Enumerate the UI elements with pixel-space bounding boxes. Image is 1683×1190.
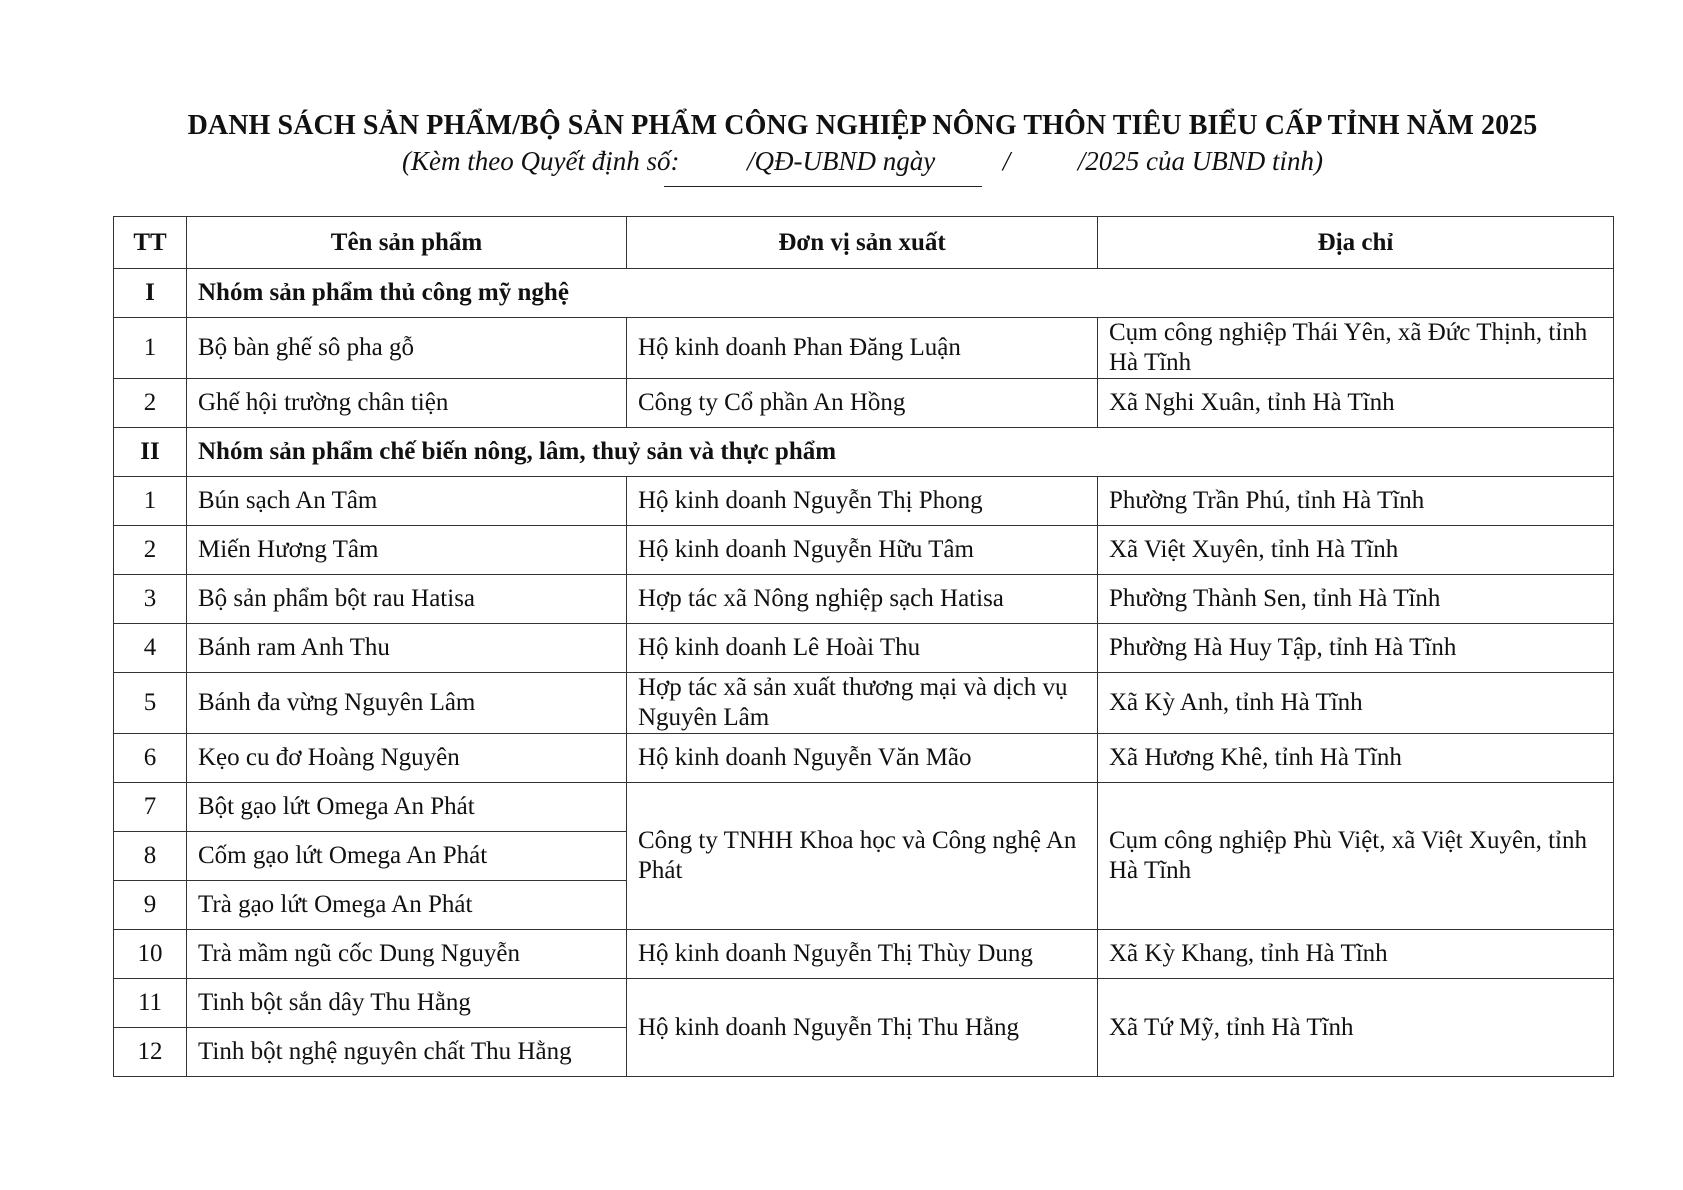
table-row [114, 734, 1614, 783]
group-title: Nhóm sản phẩm thủ công mỹ nghệ [187, 269, 1614, 318]
product-name: Bộ bàn ghế sô pha gỗ [187, 318, 627, 379]
row-number: 10 [114, 930, 187, 979]
product-name: Trà gạo lứt Omega An Phát [187, 881, 627, 930]
product-name: Bánh ram Anh Thu [187, 624, 627, 673]
address: Cụm công nghiệp Thái Yên, xã Đức Thịnh, tỉnh Hà Tĩnh [1098, 318, 1614, 379]
address: Xã Hương Khê, tỉnh Hà Tĩnh [1098, 734, 1614, 783]
header-address: Địa chỉ [1098, 217, 1614, 269]
table-row [114, 979, 1614, 1028]
row-number: 11 [114, 979, 187, 1028]
header-tt: TT [114, 217, 187, 269]
producer-unit: Hộ kinh doanh Phan Đăng Luận [627, 318, 1098, 379]
address: Phường Thành Sen, tỉnh Hà Tĩnh [1098, 575, 1614, 624]
product-name: Tinh bột nghệ nguyên chất Thu Hằng [187, 1028, 627, 1077]
row-number: 12 [114, 1028, 187, 1077]
table-row [114, 379, 1614, 428]
producer-unit: Hộ kinh doanh Nguyễn Thị Phong [627, 477, 1098, 526]
row-number: 1 [114, 477, 187, 526]
table-header-row [114, 217, 1614, 269]
producer-unit: Hợp tác xã Nông nghiệp sạch Hatisa [627, 575, 1098, 624]
row-number: 5 [114, 673, 187, 734]
table-row [114, 624, 1614, 673]
group-number: I [114, 269, 187, 318]
producer-unit: Hộ kinh doanh Nguyễn Hữu Tâm [627, 526, 1098, 575]
product-name: Bánh đa vừng Nguyên Lâm [187, 673, 627, 734]
product-name: Tinh bột sắn dây Thu Hằng [187, 979, 627, 1028]
group-row [114, 269, 1614, 318]
row-number: 4 [114, 624, 187, 673]
table-row [114, 673, 1614, 734]
producer-unit: Hộ kinh doanh Nguyễn Thị Thu Hằng [627, 979, 1098, 1077]
header-unit: Đơn vị sản xuất [627, 217, 1098, 269]
address: Xã Kỳ Khang, tỉnh Hà Tĩnh [1098, 930, 1614, 979]
product-name: Cốm gạo lứt Omega An Phát [187, 832, 627, 881]
address: Xã Kỳ Anh, tỉnh Hà Tĩnh [1098, 673, 1614, 734]
producer-unit: Hộ kinh doanh Nguyễn Thị Thùy Dung [627, 930, 1098, 979]
product-table [113, 216, 1614, 1077]
producer-unit: Hộ kinh doanh Nguyễn Văn Mão [627, 734, 1098, 783]
table-row [114, 783, 1614, 832]
product-name: Bộ sản phẩm bột rau Hatisa [187, 575, 627, 624]
subtitle-underline [664, 186, 982, 187]
product-name: Bột gạo lứt Omega An Phát [187, 783, 627, 832]
producer-unit: Hộ kinh doanh Lê Hoài Thu [627, 624, 1098, 673]
address: Phường Hà Huy Tập, tỉnh Hà Tĩnh [1098, 624, 1614, 673]
address: Xã Việt Xuyên, tỉnh Hà Tĩnh [1098, 526, 1614, 575]
row-number: 9 [114, 881, 187, 930]
table-row [114, 526, 1614, 575]
producer-unit: Công ty Cổ phần An Hồng [627, 379, 1098, 428]
row-number: 2 [114, 526, 187, 575]
group-number: II [114, 428, 187, 477]
row-number: 3 [114, 575, 187, 624]
group-row [114, 428, 1614, 477]
group-title: Nhóm sản phẩm chế biến nông, lâm, thuỷ sản và thực phẩm [187, 428, 1614, 477]
product-name: Bún sạch An Tâm [187, 477, 627, 526]
producer-unit: Hợp tác xã sản xuất thương mại và dịch vụ Nguyên Lâm [627, 673, 1098, 734]
product-name: Miến Hương Tâm [187, 526, 627, 575]
address: Xã Tứ Mỹ, tỉnh Hà Tĩnh [1098, 979, 1614, 1077]
product-name: Trà mầm ngũ cốc Dung Nguyễn [187, 930, 627, 979]
address: Xã Nghi Xuân, tỉnh Hà Tĩnh [1098, 379, 1614, 428]
row-number: 7 [114, 783, 187, 832]
address: Phường Trần Phú, tỉnh Hà Tĩnh [1098, 477, 1614, 526]
address: Cụm công nghiệp Phù Việt, xã Việt Xuyên, tỉnh Hà Tĩnh [1098, 783, 1614, 930]
table-row [114, 477, 1614, 526]
producer-unit: Công ty TNHH Khoa học và Công nghệ An Phát [627, 783, 1098, 930]
row-number: 8 [114, 832, 187, 881]
row-number: 1 [114, 318, 187, 379]
document-title: DANH SÁCH SẢN PHẨM/BỘ SẢN PHẨM CÔNG NGHIỆP NÔNG THÔN TIÊU BIỂU CẤP TỈNH NĂM 2025 [187, 110, 1538, 141]
header-product: Tên sản phẩm [187, 217, 627, 269]
document-subtitle: (Kèm theo Quyết định số: /QĐ-UBND ngày / /2025 của UBND tỉnh) [402, 146, 1323, 176]
product-name: Ghế hội trường chân tiện [187, 379, 627, 428]
table-row [114, 930, 1614, 979]
row-number: 2 [114, 379, 187, 428]
row-number: 6 [114, 734, 187, 783]
table-row [114, 575, 1614, 624]
product-name: Kẹo cu đơ Hoàng Nguyên [187, 734, 627, 783]
table-row [114, 318, 1614, 379]
